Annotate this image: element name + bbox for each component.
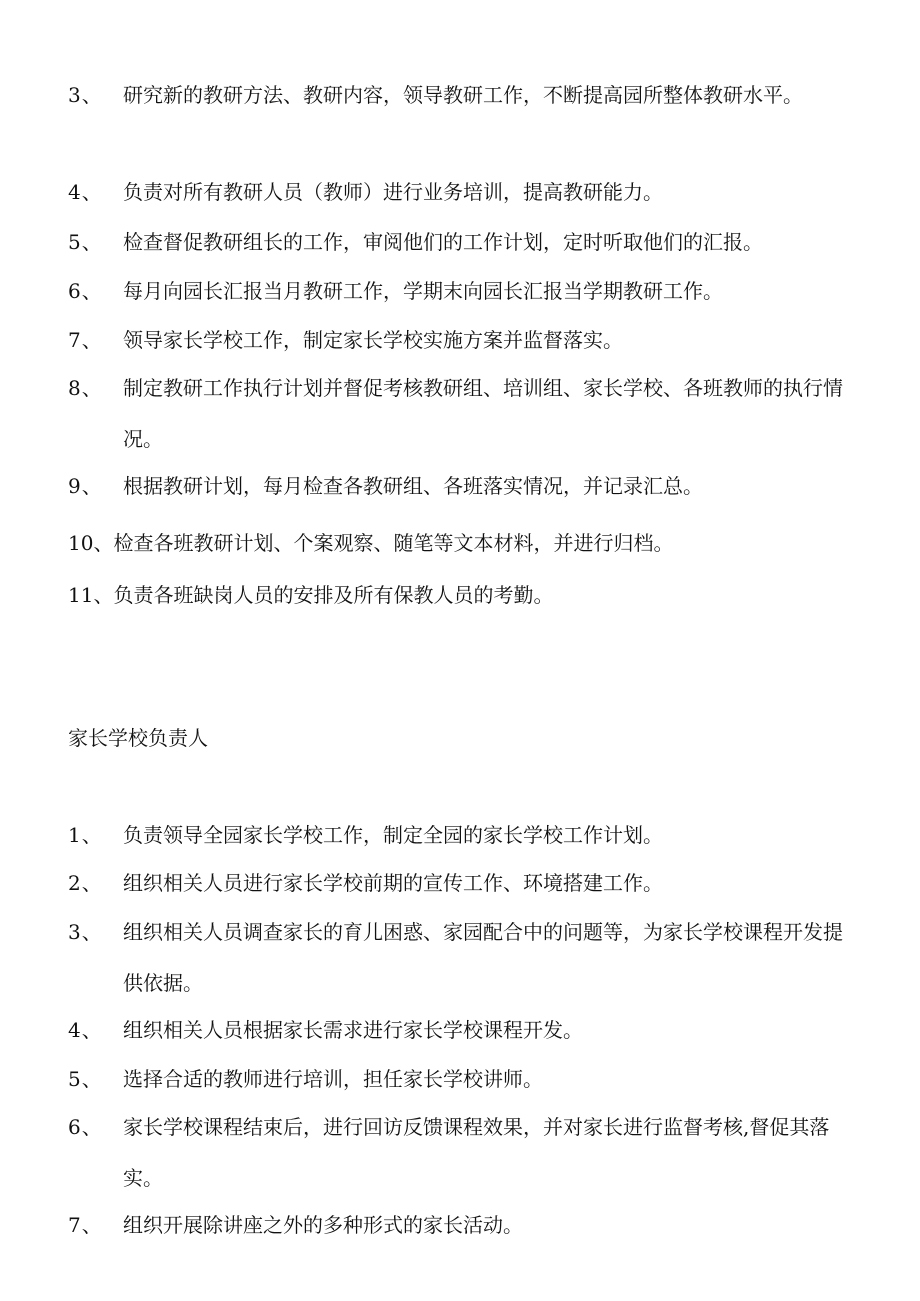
item-text: 10、检查各班教研计划、个案观察、随笔等文本材料，并进行归档。 (68, 531, 674, 555)
item-number: 9、 (68, 474, 103, 498)
item-number: 4、 (68, 180, 103, 204)
item-number: 7、 (68, 1213, 103, 1237)
item-number: 6、 (68, 279, 103, 303)
item-text: 组织相关人员进行家长学校前期的宣传工作、环境搭建工作。 (123, 871, 663, 895)
item-text: 组织相关人员根据家长需求进行家长学校课程开发。 (123, 1018, 583, 1042)
item-text: 根据教研计划，每月检查各教研组、各班落实情况，并记录汇总。 (123, 474, 703, 498)
item-text: 11、负责各班缺岗人员的安排及所有保教人员的考勤。 (68, 583, 554, 607)
item-text: 检查督促教研组长的工作，审阅他们的工作计划，定时听取他们的汇报。 (123, 230, 763, 254)
item-text: 每月向园长汇报当月教研工作，学期末向园长汇报当学期教研工作。 (123, 279, 723, 303)
item-text: 领导家长学校工作，制定家长学校实施方案并监督落实。 (123, 328, 623, 352)
item-number: 3、 (68, 83, 103, 107)
item-number: 1、 (68, 823, 103, 847)
section-heading: 家长学校负责人 (68, 726, 208, 750)
item-number: 8、 (68, 376, 103, 400)
item-number: 4、 (68, 1018, 103, 1042)
item-number: 5、 (68, 1067, 103, 1091)
item-text: 家长学校课程结束后，进行回访反馈课程效果，并对家长进行监督考核,督促其落实。 (123, 1115, 830, 1190)
item-text: 研究新的教研方法、教研内容，领导教研工作，不断提高园所整体教研水平。 (123, 83, 803, 107)
item-number: 3、 (68, 920, 103, 944)
item-text: 负责对所有教研人员（教师）进行业务培训，提高教研能力。 (123, 180, 663, 204)
item-number: 6、 (68, 1115, 103, 1139)
item-text: 制定教研工作执行计划并督促考核教研组、培训组、家长学校、各班教师的执行情况。 (123, 376, 843, 451)
item-text: 组织相关人员调查家长的育儿困惑、家园配合中的问题等，为家长学校课程开发提供依据。 (123, 920, 843, 995)
item-text: 选择合适的教师进行培训，担任家长学校讲师。 (123, 1067, 543, 1091)
item-text: 负责领导全园家长学校工作，制定全园的家长学校工作计划。 (123, 823, 663, 847)
item-number: 7、 (68, 328, 103, 352)
item-text: 组织开展除讲座之外的多种形式的家长活动。 (123, 1213, 523, 1237)
item-number: 5、 (68, 230, 103, 254)
item-number: 2、 (68, 871, 103, 895)
